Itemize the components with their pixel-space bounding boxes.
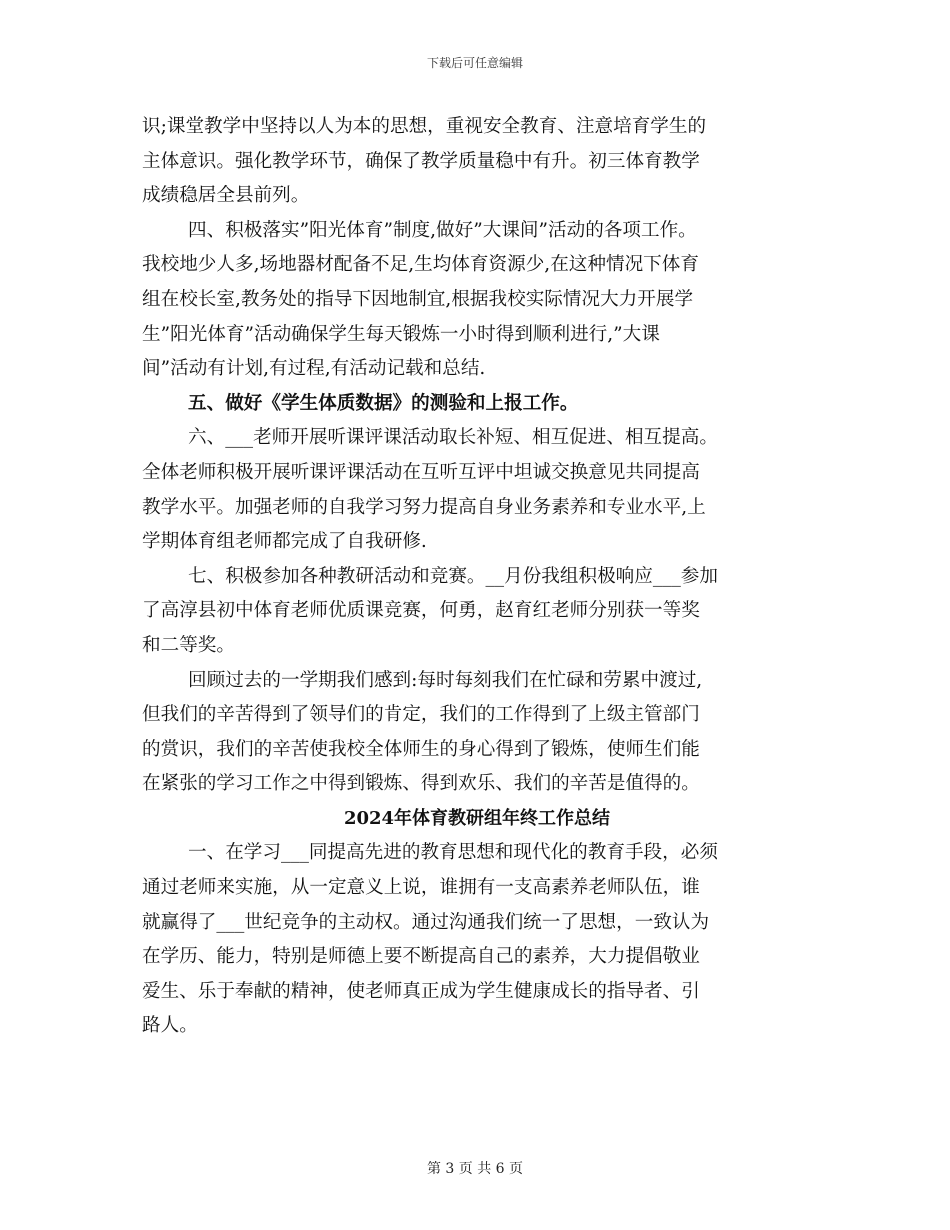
text-line: 一、在学习___同提高先进的教育思想和现代化的教育手段，必须	[188, 842, 718, 864]
section-title: 2024年体育教研组年终工作总结	[343, 807, 611, 829]
page-footer: 第 3 页 共 6 页	[426, 1161, 524, 1177]
text-line: 学期体育组老师都完成了自我研修.	[142, 531, 427, 553]
text-line: 通过老师来实施，从一定意义上说，谁拥有一支高素养老师队伍，谁	[142, 877, 700, 899]
text-line: 四、积极落实”阳光体育”制度,做好”大课间”活动的各项工作。	[188, 219, 697, 241]
text-line: 全体老师积极开展听课评课活动在互听互评中坦诚交换意见共同提高	[142, 461, 700, 483]
text-line: 五、做好《学生体质数据》的测验和上报工作。	[188, 392, 579, 414]
text-line: 和二等奖。	[142, 634, 235, 656]
text-line: 在学历、能力，特别是师德上要不断提高自己的素养，大力提倡敬业	[142, 946, 700, 968]
text-line: 的赏识，我们的辛苦使我校全体师生的身心得到了锻炼，使师生们能	[142, 738, 700, 760]
text-line: 成绩稳居全县前列。	[142, 185, 310, 207]
text-line: 间”活动有计划,有过程,有活动记载和总结.	[142, 358, 486, 380]
page-header: 下载后可任意编辑	[426, 56, 523, 70]
text-line: 主体意识。强化教学环节，确保了教学质量稳中有升。初三体育教学	[142, 150, 700, 172]
text-line: 爱生、乐于奉献的精神，使老师真正成为学生健康成长的指导者、引	[142, 980, 700, 1002]
text-line: 回顾过去的一学期我们感到:每时每刻我们在忙碌和劳累中渡过,	[188, 669, 703, 691]
document-body	[142, 110, 812, 1044]
text-line: 在紧张的学习工作之中得到锻炼、得到欢乐、我们的辛苦是值得的。	[142, 773, 700, 795]
text-line: 识;课堂教学中坚持以人为本的思想，重视安全教育、注意培育学生的	[142, 116, 707, 137]
text-line: 教学水平。加强老师的自我学习努力提高自身业务素养和专业水平,上	[142, 496, 706, 518]
text-line: 生”阳光体育”活动确保学生每天锻炼一小时得到顺利进行,”大课	[142, 323, 660, 345]
text-line: 但我们的辛苦得到了领导们的肯定，我们的工作得到了上级主管部门	[142, 704, 700, 726]
text-line: 七、积极参加各种教研活动和竞赛。__月份我组积极响应___参加	[188, 565, 718, 587]
text-line: 我校地少人多,场地器材配备不足,生均体育资源少,在这种情况下体育	[142, 254, 699, 276]
text-line: 组在校长室,教务处的指导下因地制宜,根据我校实际情况大力开展学	[142, 288, 694, 310]
text-line: 六、___老师开展听课评课活动取长补短、相互促进、相互提高。	[188, 427, 718, 449]
text-line: 了高淳县初中体育老师优质课竞赛，何勇，赵育红老师分别获一等奖	[142, 600, 700, 622]
text-line: 路人。	[142, 1015, 198, 1037]
text-line: 就赢得了___世纪竞争的主动权。通过沟通我们统一了思想，一致认为	[142, 911, 710, 933]
